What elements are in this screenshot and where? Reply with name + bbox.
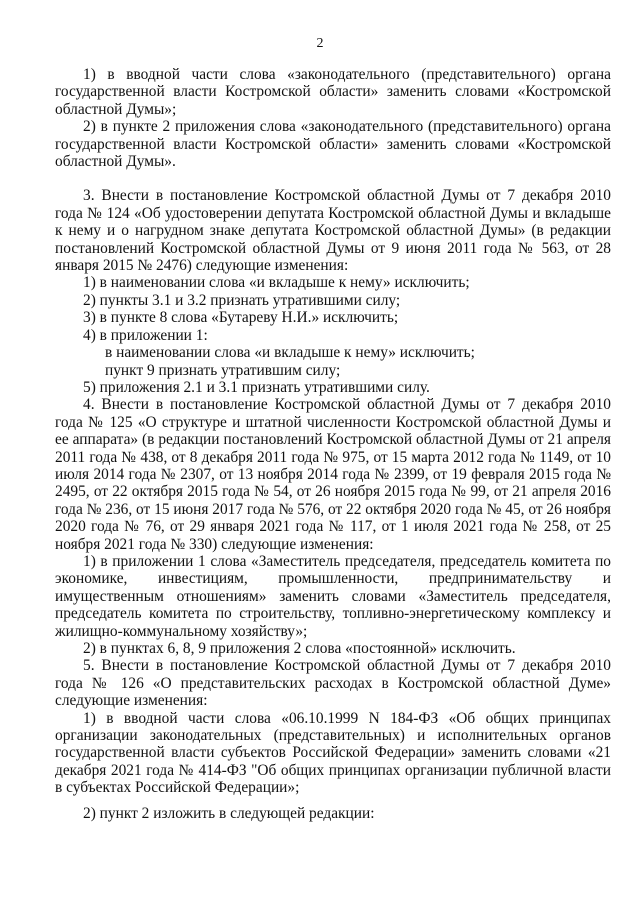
section-3-paragraph: 3. Внести в постановление Костромской областной Думы от 7 декабря 2010 года № 124 «Об удостоверении депутата Костромской областной Думы и вкладыше к нему и о нагрудном знаке депутата Костромской областной Думы» (в редакции постановлений Костромской областной Думы от 9 июня 2011 года № 563, от 28 января 2015 № 2476) следующие изменения: [55,187,611,275]
section-4-item-1: 1) в приложении 1 слова «Заместитель председателя, председатель комитета по экономике, инвестициям, промышленности, предпринимательству и имущественным отношениям» заменить словами «Заместитель председателя, председатель комитета по строительству, топливно-энергетическому комплексу и жилищно-коммунальному хозяйству»; [55,552,611,640]
paragraph-gap [55,170,611,187]
section-5-item-1: 1) в вводной части слова «06.10.1999 N 184-ФЗ «Об общих принципах организации законодательных (представительных) и исполнительных органов государственной власти субъектов Российской Федерации» заменить словами «21 декабря 2021 года № 414-ФЗ "Об общих принципах организации публичной власти в субъектах Российской Федерации»; [55,709,611,797]
paragraph-2: 2) в пункте 2 приложения слова «законодательного (представительного) органа государственной власти Костромской области» заменить словами «Костромской областной Думы». [55,118,611,171]
section-5-item-2: 2) пункт 2 изложить в следующей редакции: [83,804,375,822]
section-3-item-4: 4) в приложении 1: [83,326,208,344]
section-3-item-3: 3) в пункте 8 слова «Бутареву Н.И.» исключить; [83,309,399,327]
document-body [55,66,611,822]
section-3-item-2: 2) пункты 3.1 и 3.2 признать утратившими силу; [83,291,401,309]
section-3-item-5: 5) приложения 2.1 и 3.1 признать утратившими силу. [83,378,430,396]
paragraph-1: 1) в вводной части слова «законодательного (представительного) органа государственной власти Костромской области» заменить словами «Костромской областной Думы»; [55,66,611,118]
paragraph-gap [55,797,611,805]
section-5-paragraph: 5. Внести в постановление Костромской областной Думы от 7 декабря 2010 года № 126 «О представительских расходах в Костромской областной Думе» следующие изменения: [55,657,611,710]
section-3-item-1: 1) в наименовании слова «и вкладыше к нему» исключить; [83,274,470,292]
section-3-subitem-4a: в наименовании слова «и вкладыше к нему» исключить; [105,344,475,362]
page-number: 2 [316,36,324,51]
section-3-subitem-4b: пункт 9 признать утратившим силу; [105,361,341,379]
section-4-item-2: 2) в пунктах 6, 8, 9 приложения 2 слова «постоянной» исключить. [83,640,516,657]
section-4-paragraph: 4. Внести в постановление Костромской областной Думы от 7 декабря 2010 года № 125 «О структуре и штатной численности Костромской областной Думы и ее аппарата» (в редакции постановлений Костромской областной Думы от 21 апреля 2011 года № 438, от 8 декабря 2011 года № 975, от 15 марта 2012 года № 1149, от 10 июля 2014 года № 2307, от 13 ноября 2014 года № 2399, от 19 февраля 2015 года № 2495, от 22 октября 2015 года № 54, от 26 ноября 2015 года № 99, от 21 апреля 2016 года № 236, от 15 июня 2017 года № 576, от 22 октября 2020 года № 45, от 26 ноября 2020 года № 76, от 29 января 2021 года № 117, от 1 июля 2021 года № 258, от 25 ноября 2021 года № 330) следующие изменения: [55,396,611,553]
